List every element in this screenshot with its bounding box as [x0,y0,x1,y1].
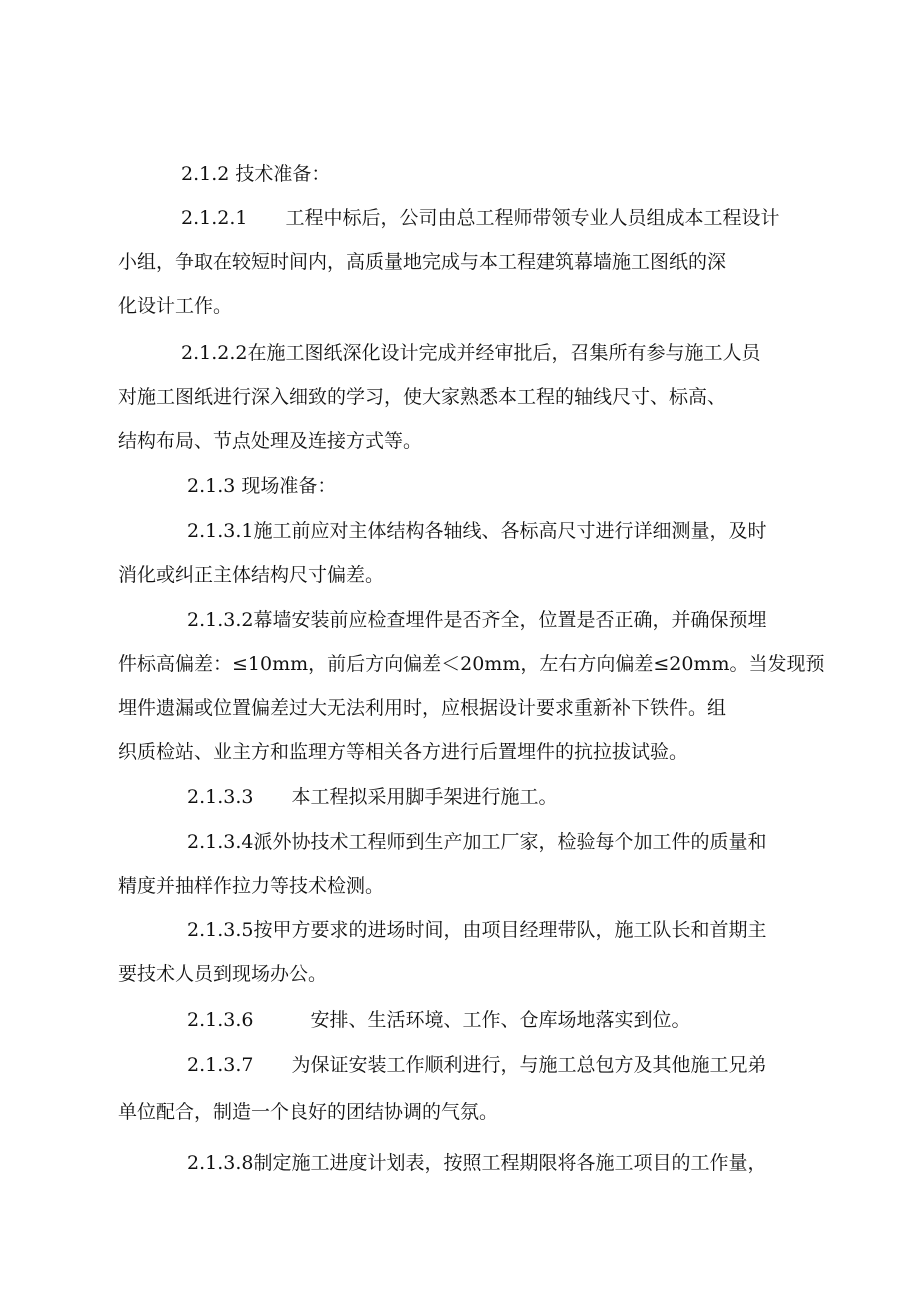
paragraph-2-1-3-5-line-1: 2.1.3.5按甲方要求的进场时间，由项目经理带队，施工队长和首期主 [187,919,767,941]
heading-2-1-2: 2.1.2 技术准备： [181,163,331,185]
paragraph-2-1-3-5-line-2: 要技术人员到现场办公。 [118,963,328,985]
paragraph-2-1-3-2-line-3: 埋件遗漏或位置偏差过大无法利用时，应根据设计要求重新补下铁件。组 [118,697,727,719]
paragraph-2-1-3-2-line-4: 织质检站、业主方和监理方等相关各方进行后置埋件的抗拉拔试验。 [118,741,689,763]
paragraph-2-1-3-6: 2.1.3.6 安排、生活环境、工作、仓库场地落实到位。 [187,1009,691,1031]
paragraph-2-1-3-2-line-2: 件标高偏差：≤10mm，前后方向偏差＜20mm，左右方向偏差≤20mm。当发现预 [118,653,825,675]
paragraph-2-1-3-3: 2.1.3.3 本工程拟采用脚手架进行施工。 [187,786,558,808]
paragraph-2-1-2-1-line-1: 2.1.2.1 工程中标后，公司由总工程师带领专业人员组成本工程设计 [181,207,780,229]
paragraph-2-1-2-2-line-1: 2.1.2.2在施工图纸深化设计完成并经审批后，召集所有参与施工人员 [181,342,761,364]
paragraph-2-1-2-1-line-2: 小组，争取在较短时间内，高质量地完成与本工程建筑幕墙施工图纸的深 [118,251,727,273]
heading-2-1-3: 2.1.3 现场准备： [187,475,337,497]
paragraph-2-1-2-2-line-3: 结构布局、节点处理及连接方式等。 [118,430,423,452]
paragraph-2-1-3-2-line-1: 2.1.3.2幕墙安装前应检查埋件是否齐全，位置是否正确，并确保预埋 [187,609,767,631]
paragraph-2-1-3-4-line-2: 精度并抽样作拉力等技术检测。 [118,875,385,897]
paragraph-2-1-3-7-line-2: 单位配合，制造一个良好的团结协调的气氛。 [118,1101,499,1123]
paragraph-2-1-3-4-line-1: 2.1.3.4派外协技术工程师到生产加工厂家，检验每个加工件的质量和 [187,831,767,853]
paragraph-2-1-3-7-line-1: 2.1.3.7 为保证安装工作顺利进行，与施工总包方及其他施工兄弟 [187,1054,767,1076]
paragraph-2-1-3-1-line-2: 消化或纠正主体结构尺寸偏差。 [118,564,385,586]
paragraph-2-1-3-1-line-1: 2.1.3.1施工前应对主体结构各轴线、各标高尺寸进行详细测量，及时 [187,520,767,542]
paragraph-2-1-2-1-line-3: 化设计工作。 [118,295,233,317]
paragraph-2-1-2-2-line-2: 对施工图纸进行深入细致的学习，使大家熟悉本工程的轴线尺寸、标高、 [118,386,727,408]
paragraph-2-1-3-8-line-1: 2.1.3.8制定施工进度计划表，按照工程期限将各施工项目的工作量， [187,1152,767,1174]
